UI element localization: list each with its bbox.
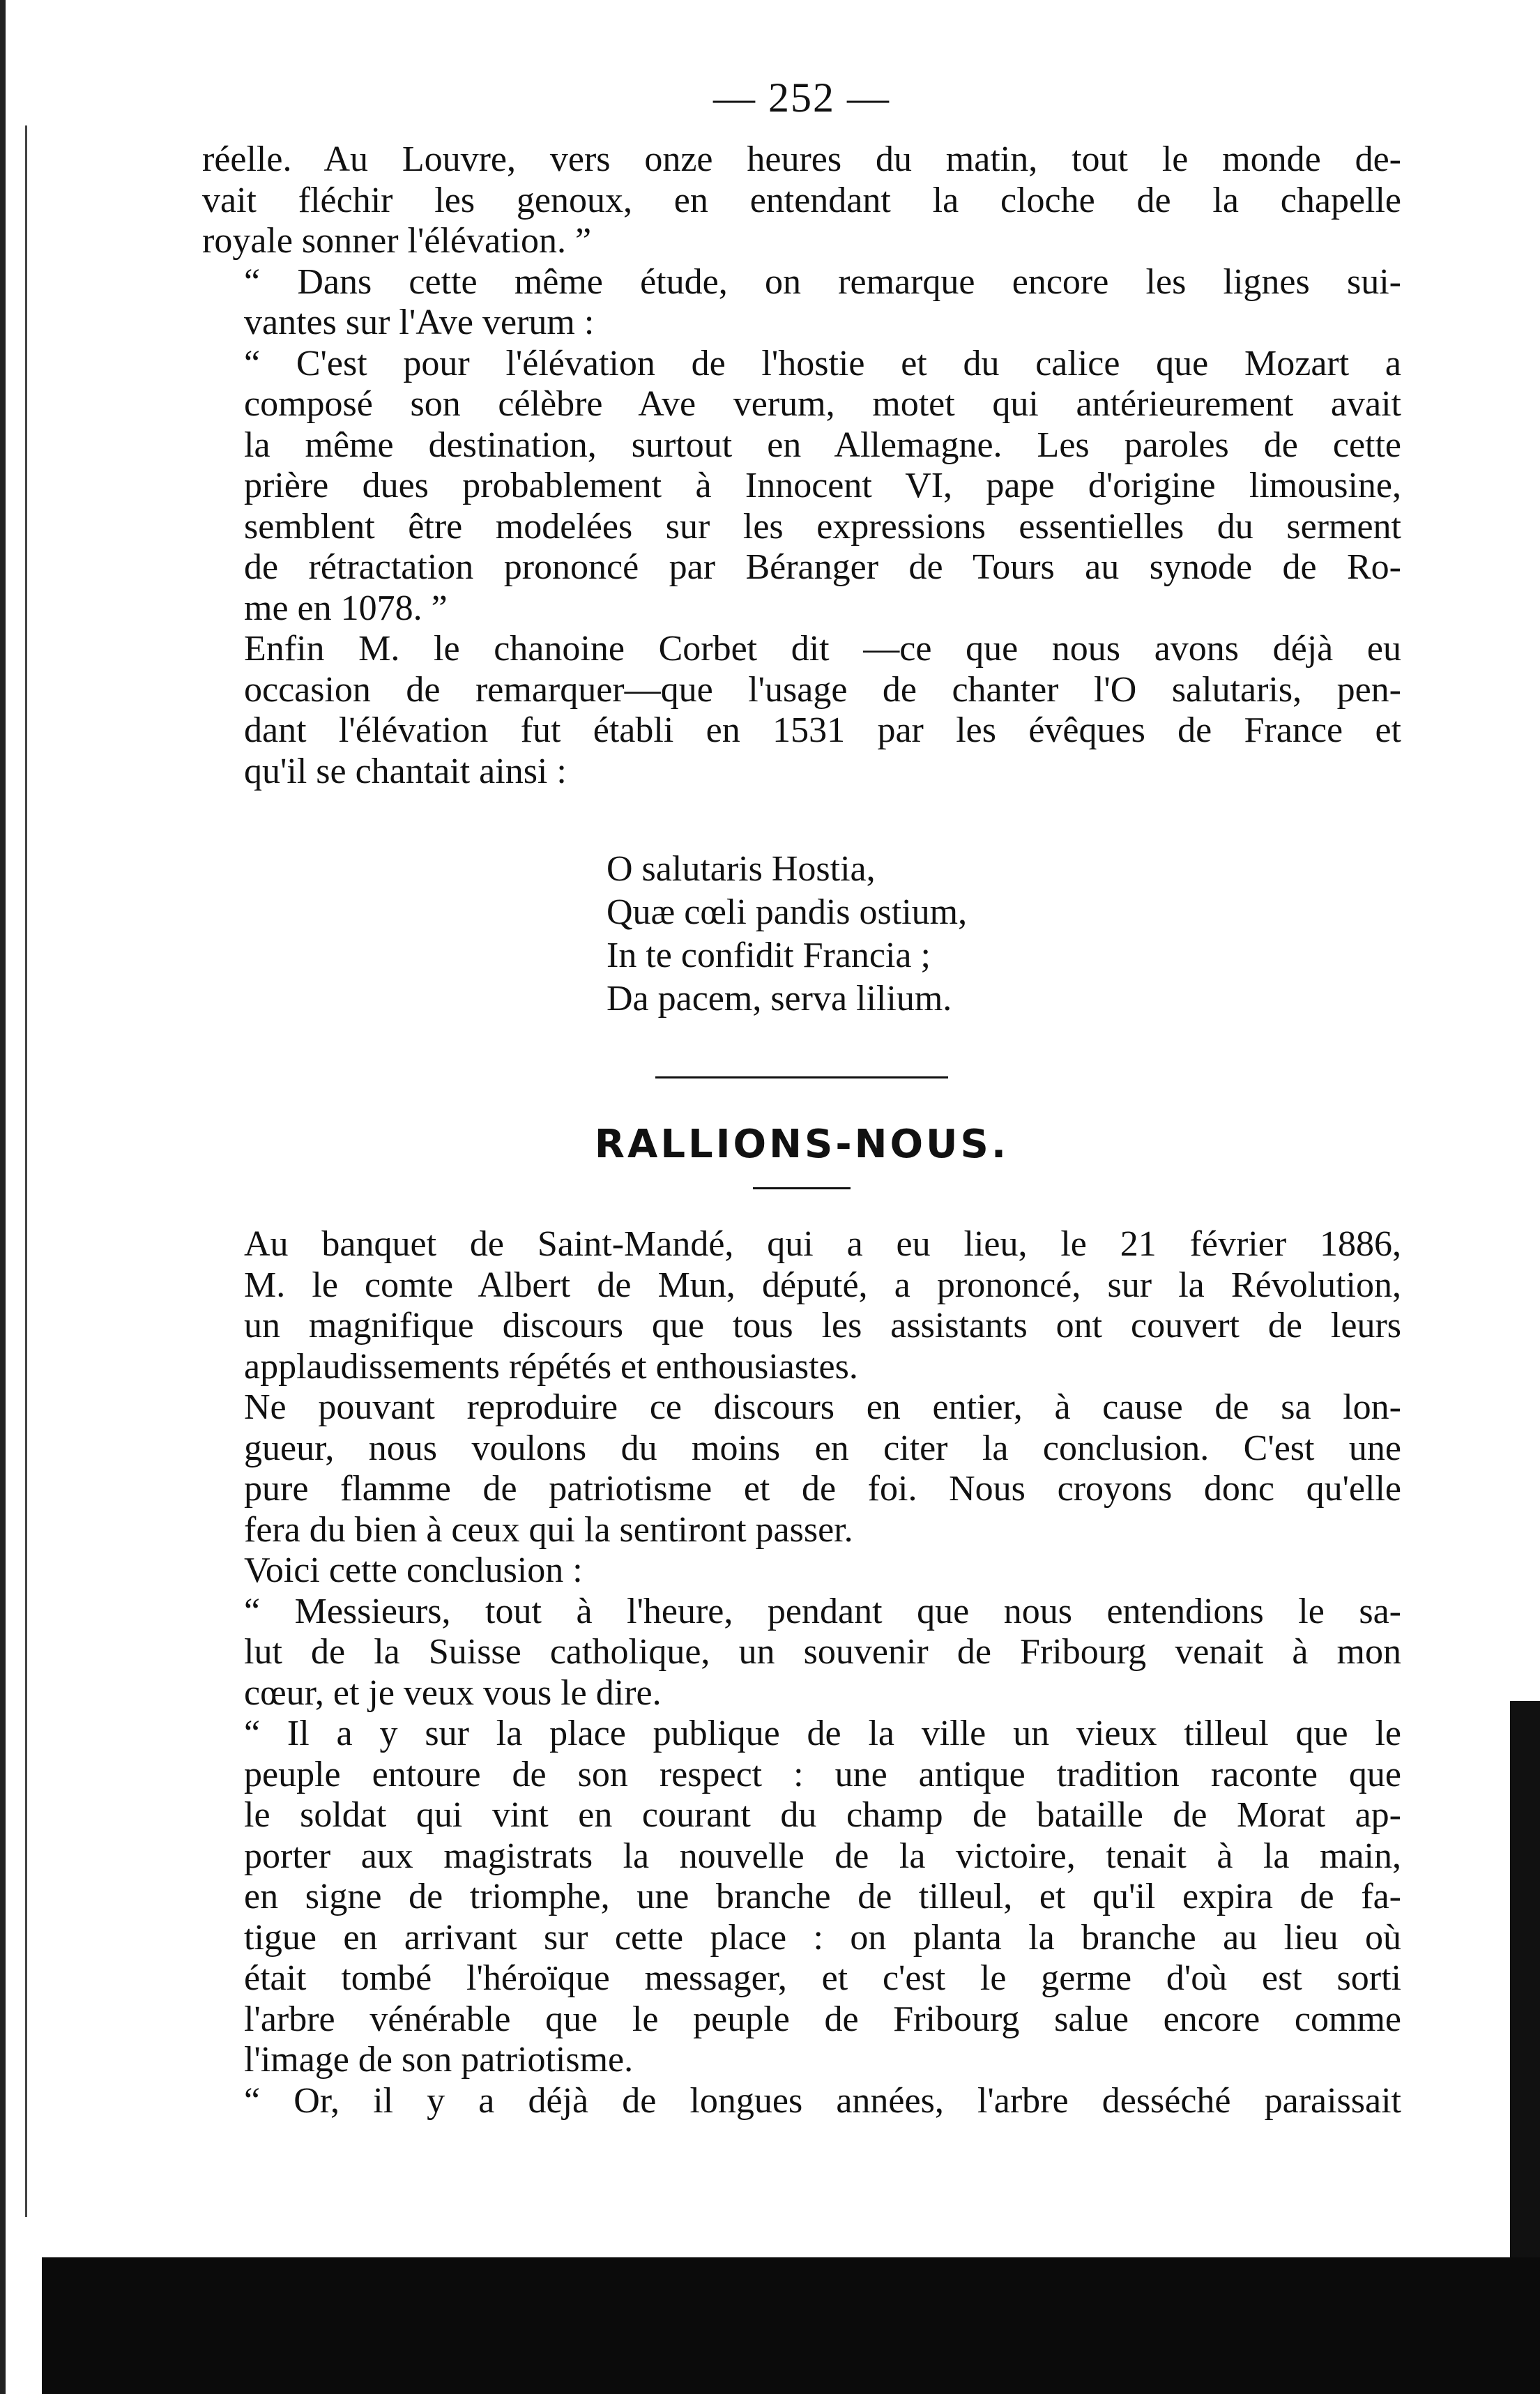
text-line: dant l'élévation fut établi en 1531 par les évêques de France et	[244, 710, 1401, 750]
verse-line: O salutaris Hostia,	[607, 849, 876, 889]
verse-line: Quæ cœli pandis ostium,	[607, 892, 968, 932]
scan-margin-line	[25, 125, 27, 2217]
text-line: cœur, et je veux vous le dire.	[244, 1672, 662, 1713]
text-line: était tombé l'héroïque messager, et c'est le germe d'où est sorti	[244, 1958, 1401, 1998]
text-line: gueur, nous voulons du moins en citer la conclusion. C'est une	[244, 1428, 1401, 1468]
title-underline	[753, 1187, 851, 1189]
text-line: applaudissements répétés et enthousiastes.	[244, 1346, 858, 1387]
verse-line: In te confidit Francia ;	[607, 936, 931, 975]
text-line: “ C'est pour l'élévation de l'hostie et du calice que Mozart a	[244, 343, 1401, 383]
text-line: Ne pouvant reproduire ce discours en entier, à cause de sa lon-	[244, 1387, 1401, 1427]
text-line: porter aux magistrats la nouvelle de la victoire, tenait à la main,	[244, 1836, 1401, 1876]
text-line: vantes sur l'Ave verum :	[244, 303, 595, 342]
text-line: “ Messieurs, tout à l'heure, pendant que nous entendions le sa-	[244, 1591, 1401, 1631]
text-line: Enfin M. le chanoine Corbet dit —ce que nous avons déjà eu	[244, 629, 1401, 669]
paragraph-messieurs	[202, 1592, 1401, 1714]
text-line: lut de la Suisse catholique, un souvenir de Fribourg venait à mon	[244, 1632, 1401, 1672]
page-number: — 252 —	[713, 75, 890, 121]
text-line: semblent être modelées sur les expressions essentielles du serment	[244, 506, 1401, 547]
section-divider	[655, 1076, 948, 1078]
text-line: l'image de son patriotisme.	[244, 2040, 634, 2080]
text-line: le soldat qui vint en courant du champ de bataille de Morat ap-	[244, 1795, 1401, 1835]
verse-line: Da pacem, serva lilium.	[607, 979, 952, 1019]
text-line: peuple entoure de son respect : une antique tradition raconte que	[244, 1754, 1401, 1794]
text-line: royale sonner l'élévation. ”	[202, 221, 592, 261]
text-line: un magnifique discours que tous les assistants ont couvert de leurs	[244, 1306, 1401, 1345]
paragraph-discourse	[202, 1387, 1401, 1550]
paragraph-mozart-quote	[202, 344, 1401, 630]
text-line: l'arbre vénérable que le peuple de Fribourg salue encore comme	[244, 1999, 1401, 2039]
section-title: RALLIONS-NOUS.	[594, 1122, 1009, 1167]
text-line: Voici cette conclusion :	[244, 1550, 583, 1590]
text-line: fera du bien à ceux qui la sentiront passer.	[244, 1509, 853, 1550]
text-line: M. le comte Albert de Mun, député, a prononcé, sur la Révolution,	[244, 1265, 1401, 1305]
text-line: vait fléchir les genoux, en entendant la cloche de la chapelle	[202, 180, 1401, 220]
hymn-verse	[607, 848, 1401, 1021]
paragraph-tilleul	[202, 1714, 1401, 2081]
text-line: pure flamme de patriotisme et de foi. Nous croyons donc qu'elle	[244, 1469, 1401, 1509]
paragraph-conclusion-intro	[202, 1550, 1401, 1592]
text-line: occasion de remarquer—que l'usage de chanter l'O salutaris, pen-	[244, 669, 1401, 710]
page-content	[202, 70, 1401, 2121]
paragraph-ave-verum-intro	[202, 262, 1401, 344]
text-line: prière dues probablement à Innocent VI, pape d'origine limousine,	[244, 466, 1401, 505]
text-line: “ Or, il y a déjà de longues années, l'arbre desséché paraissait	[244, 2080, 1401, 2121]
text-line: me en 1078. ”	[244, 588, 448, 628]
paragraph-or-il-y-a	[202, 2081, 1401, 2122]
text-line: qu'il se chantait ainsi :	[244, 751, 567, 791]
text-line: de rétractation prononcé par Béranger de Tours au synode de Ro-	[244, 547, 1401, 587]
text-line: “ Dans cette même étude, on remarque encore les lignes sui-	[244, 261, 1401, 302]
text-line: réelle. Au Louvre, vers onze heures du matin, tout le monde de-	[202, 139, 1401, 179]
text-line: en signe de triomphe, une branche de tilleul, et qu'il expira de fa-	[244, 1877, 1401, 1916]
scan-bottom-shadow	[42, 2257, 1540, 2394]
scan-left-edge	[0, 0, 6, 2394]
text-line: la même destination, surtout en Allemagne. Les paroles de cette	[244, 425, 1401, 465]
paragraph-banquet	[202, 1224, 1401, 1387]
text-line: tigue en arrivant sur cette place : on planta la branche au lieu où	[244, 1917, 1401, 1958]
paragraph-corbet	[202, 629, 1401, 792]
scan-right-shadow	[1510, 1701, 1540, 2259]
text-line: Au banquet de Saint-Mandé, qui a eu lieu, le 21 février 1886,	[244, 1224, 1401, 1264]
text-line: “ Il a y sur la place publique de la ville un vieux tilleul que le	[244, 1714, 1401, 1753]
paragraph-continuation	[202, 139, 1401, 262]
text-line: composé son célèbre Ave verum, motet qui antérieurement avait	[244, 384, 1401, 424]
